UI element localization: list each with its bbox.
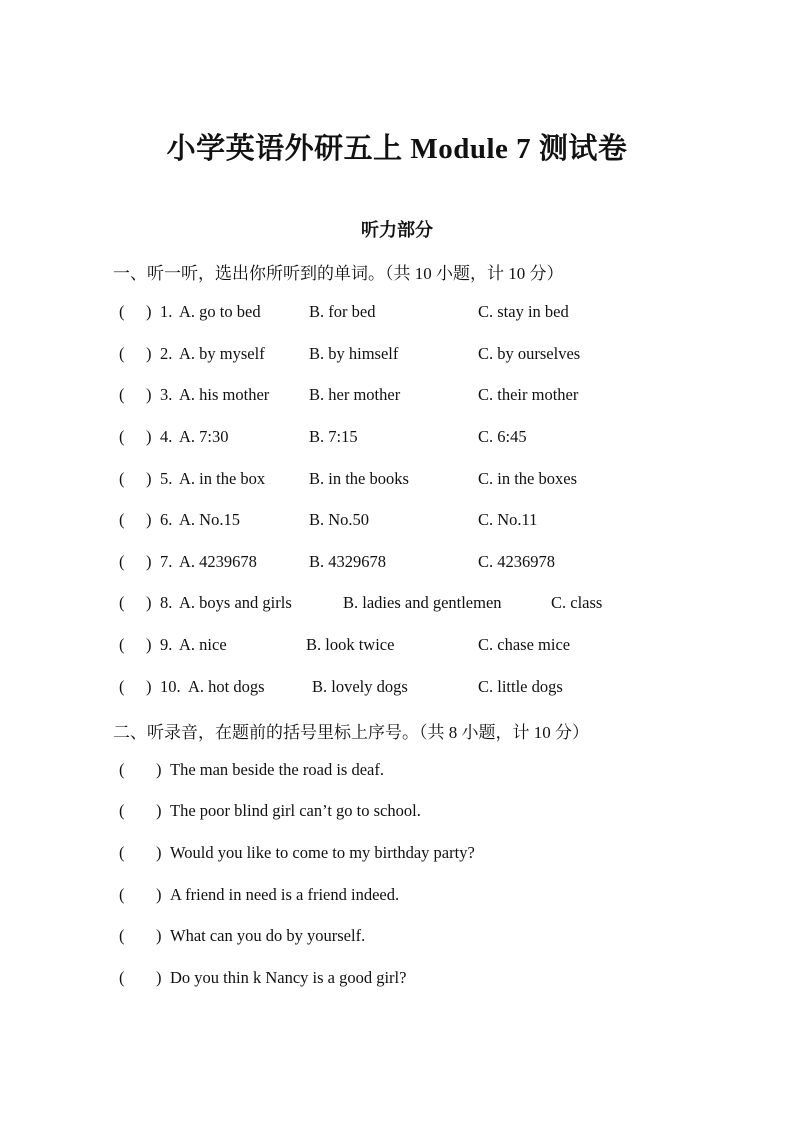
answer-bracket-open: ( bbox=[119, 510, 125, 529]
answer-bracket-open: ( bbox=[119, 968, 125, 987]
option-a: A. go to bed bbox=[179, 302, 261, 321]
answer-bracket-close: ) bbox=[146, 385, 152, 404]
answer-bracket-open: ( bbox=[119, 593, 125, 612]
option-c: C. No.11 bbox=[478, 510, 538, 529]
answer-bracket-close: ) bbox=[146, 552, 152, 571]
answer-bracket-close: ) bbox=[156, 885, 162, 904]
option-b: B. for bed bbox=[309, 302, 376, 321]
answer-bracket-open: ( bbox=[119, 843, 125, 862]
option-c: C. 4236978 bbox=[478, 552, 556, 571]
option-c: C. little dogs bbox=[478, 677, 563, 696]
answer-bracket-close: ) bbox=[146, 510, 152, 529]
answer-bracket-open: ( bbox=[119, 344, 125, 363]
option-c: C. in the boxes bbox=[478, 469, 577, 488]
option-c: C. their mother bbox=[478, 385, 579, 404]
question-number: 2. bbox=[160, 344, 173, 363]
option-c: C. stay in bed bbox=[478, 302, 569, 321]
option-a: A. boys and girls bbox=[179, 593, 292, 612]
question-number: 10. bbox=[160, 677, 181, 696]
question-number: 3. bbox=[160, 385, 173, 404]
answer-bracket-open: ( bbox=[119, 926, 125, 945]
answer-bracket-close: ) bbox=[146, 427, 152, 446]
answer-bracket-close: ) bbox=[156, 843, 162, 862]
answer-bracket-close: ) bbox=[156, 926, 162, 945]
answer-bracket-open: ( bbox=[119, 552, 125, 571]
answer-bracket-open: ( bbox=[119, 302, 125, 321]
answer-bracket-close: ) bbox=[156, 760, 162, 779]
part1-instruction: 一、听一听，选出你所听到的单词。（共 10 小题，计 10 分） bbox=[113, 264, 564, 283]
answer-bracket-open: ( bbox=[119, 760, 125, 779]
answer-bracket-open: ( bbox=[119, 635, 125, 654]
answer-bracket-close: ) bbox=[156, 801, 162, 820]
answer-bracket-open: ( bbox=[119, 885, 125, 904]
sentence-text: A friend in need is a friend indeed. bbox=[170, 885, 400, 904]
question-number: 9. bbox=[160, 635, 173, 654]
option-c: C. class bbox=[551, 593, 603, 612]
option-c: C. chase mice bbox=[478, 635, 571, 654]
option-c: C. 6:45 bbox=[478, 427, 527, 446]
answer-bracket-close: ) bbox=[146, 469, 152, 488]
answer-bracket-close: ) bbox=[146, 677, 152, 696]
question-number: 5. bbox=[160, 469, 173, 488]
option-a: A. in the box bbox=[179, 469, 266, 488]
option-a: A. No.15 bbox=[179, 510, 240, 529]
option-b: B. look twice bbox=[306, 635, 395, 654]
answer-bracket-open: ( bbox=[119, 427, 125, 446]
option-b: B. her mother bbox=[309, 385, 401, 404]
option-a: A. 4239678 bbox=[179, 552, 257, 571]
question-number: 8. bbox=[160, 593, 173, 612]
answer-bracket-close: ) bbox=[146, 593, 152, 612]
sentence-text: Would you like to come to my birthday party? bbox=[170, 843, 475, 862]
section-title: 听力部分 bbox=[361, 220, 433, 240]
option-b: B. lovely dogs bbox=[312, 677, 408, 696]
question-number: 4. bbox=[160, 427, 173, 446]
option-b: B. 7:15 bbox=[309, 427, 358, 446]
option-a: A. hot dogs bbox=[188, 677, 265, 696]
question-number: 6. bbox=[160, 510, 173, 529]
answer-bracket-open: ( bbox=[119, 469, 125, 488]
option-a: A. by myself bbox=[179, 344, 265, 363]
option-a: A. nice bbox=[179, 635, 227, 654]
sentence-text: The man beside the road is deaf. bbox=[170, 760, 384, 779]
question-number: 7. bbox=[160, 552, 173, 571]
sentence-text: Do you thin k Nancy is a good girl? bbox=[170, 968, 407, 987]
answer-bracket-open: ( bbox=[119, 801, 125, 820]
part2-instruction: 二、听录音，在题前的括号里标上序号。（共 8 小题，计 10 分） bbox=[113, 723, 589, 742]
option-a: A. his mother bbox=[179, 385, 270, 404]
option-b: B. 4329678 bbox=[309, 552, 387, 571]
option-b: B. ladies and gentlemen bbox=[343, 593, 502, 612]
option-a: A. 7:30 bbox=[179, 427, 229, 446]
answer-bracket-close: ) bbox=[156, 968, 162, 987]
option-b: B. by himself bbox=[309, 344, 399, 363]
option-b: B. in the books bbox=[309, 469, 409, 488]
answer-bracket-close: ) bbox=[146, 635, 152, 654]
option-b: B. No.50 bbox=[309, 510, 370, 529]
sentence-text: The poor blind girl can’t go to school. bbox=[170, 801, 421, 820]
answer-bracket-close: ) bbox=[146, 344, 152, 363]
answer-bracket-open: ( bbox=[119, 677, 125, 696]
question-number: 1. bbox=[160, 302, 173, 321]
answer-bracket-open: ( bbox=[119, 385, 125, 404]
option-c: C. by ourselves bbox=[478, 344, 581, 363]
answer-bracket-close: ) bbox=[146, 302, 152, 321]
page-title: 小学英语外研五上 Module 7 测试卷 bbox=[166, 133, 628, 165]
sentence-text: What can you do by yourself. bbox=[170, 926, 366, 945]
